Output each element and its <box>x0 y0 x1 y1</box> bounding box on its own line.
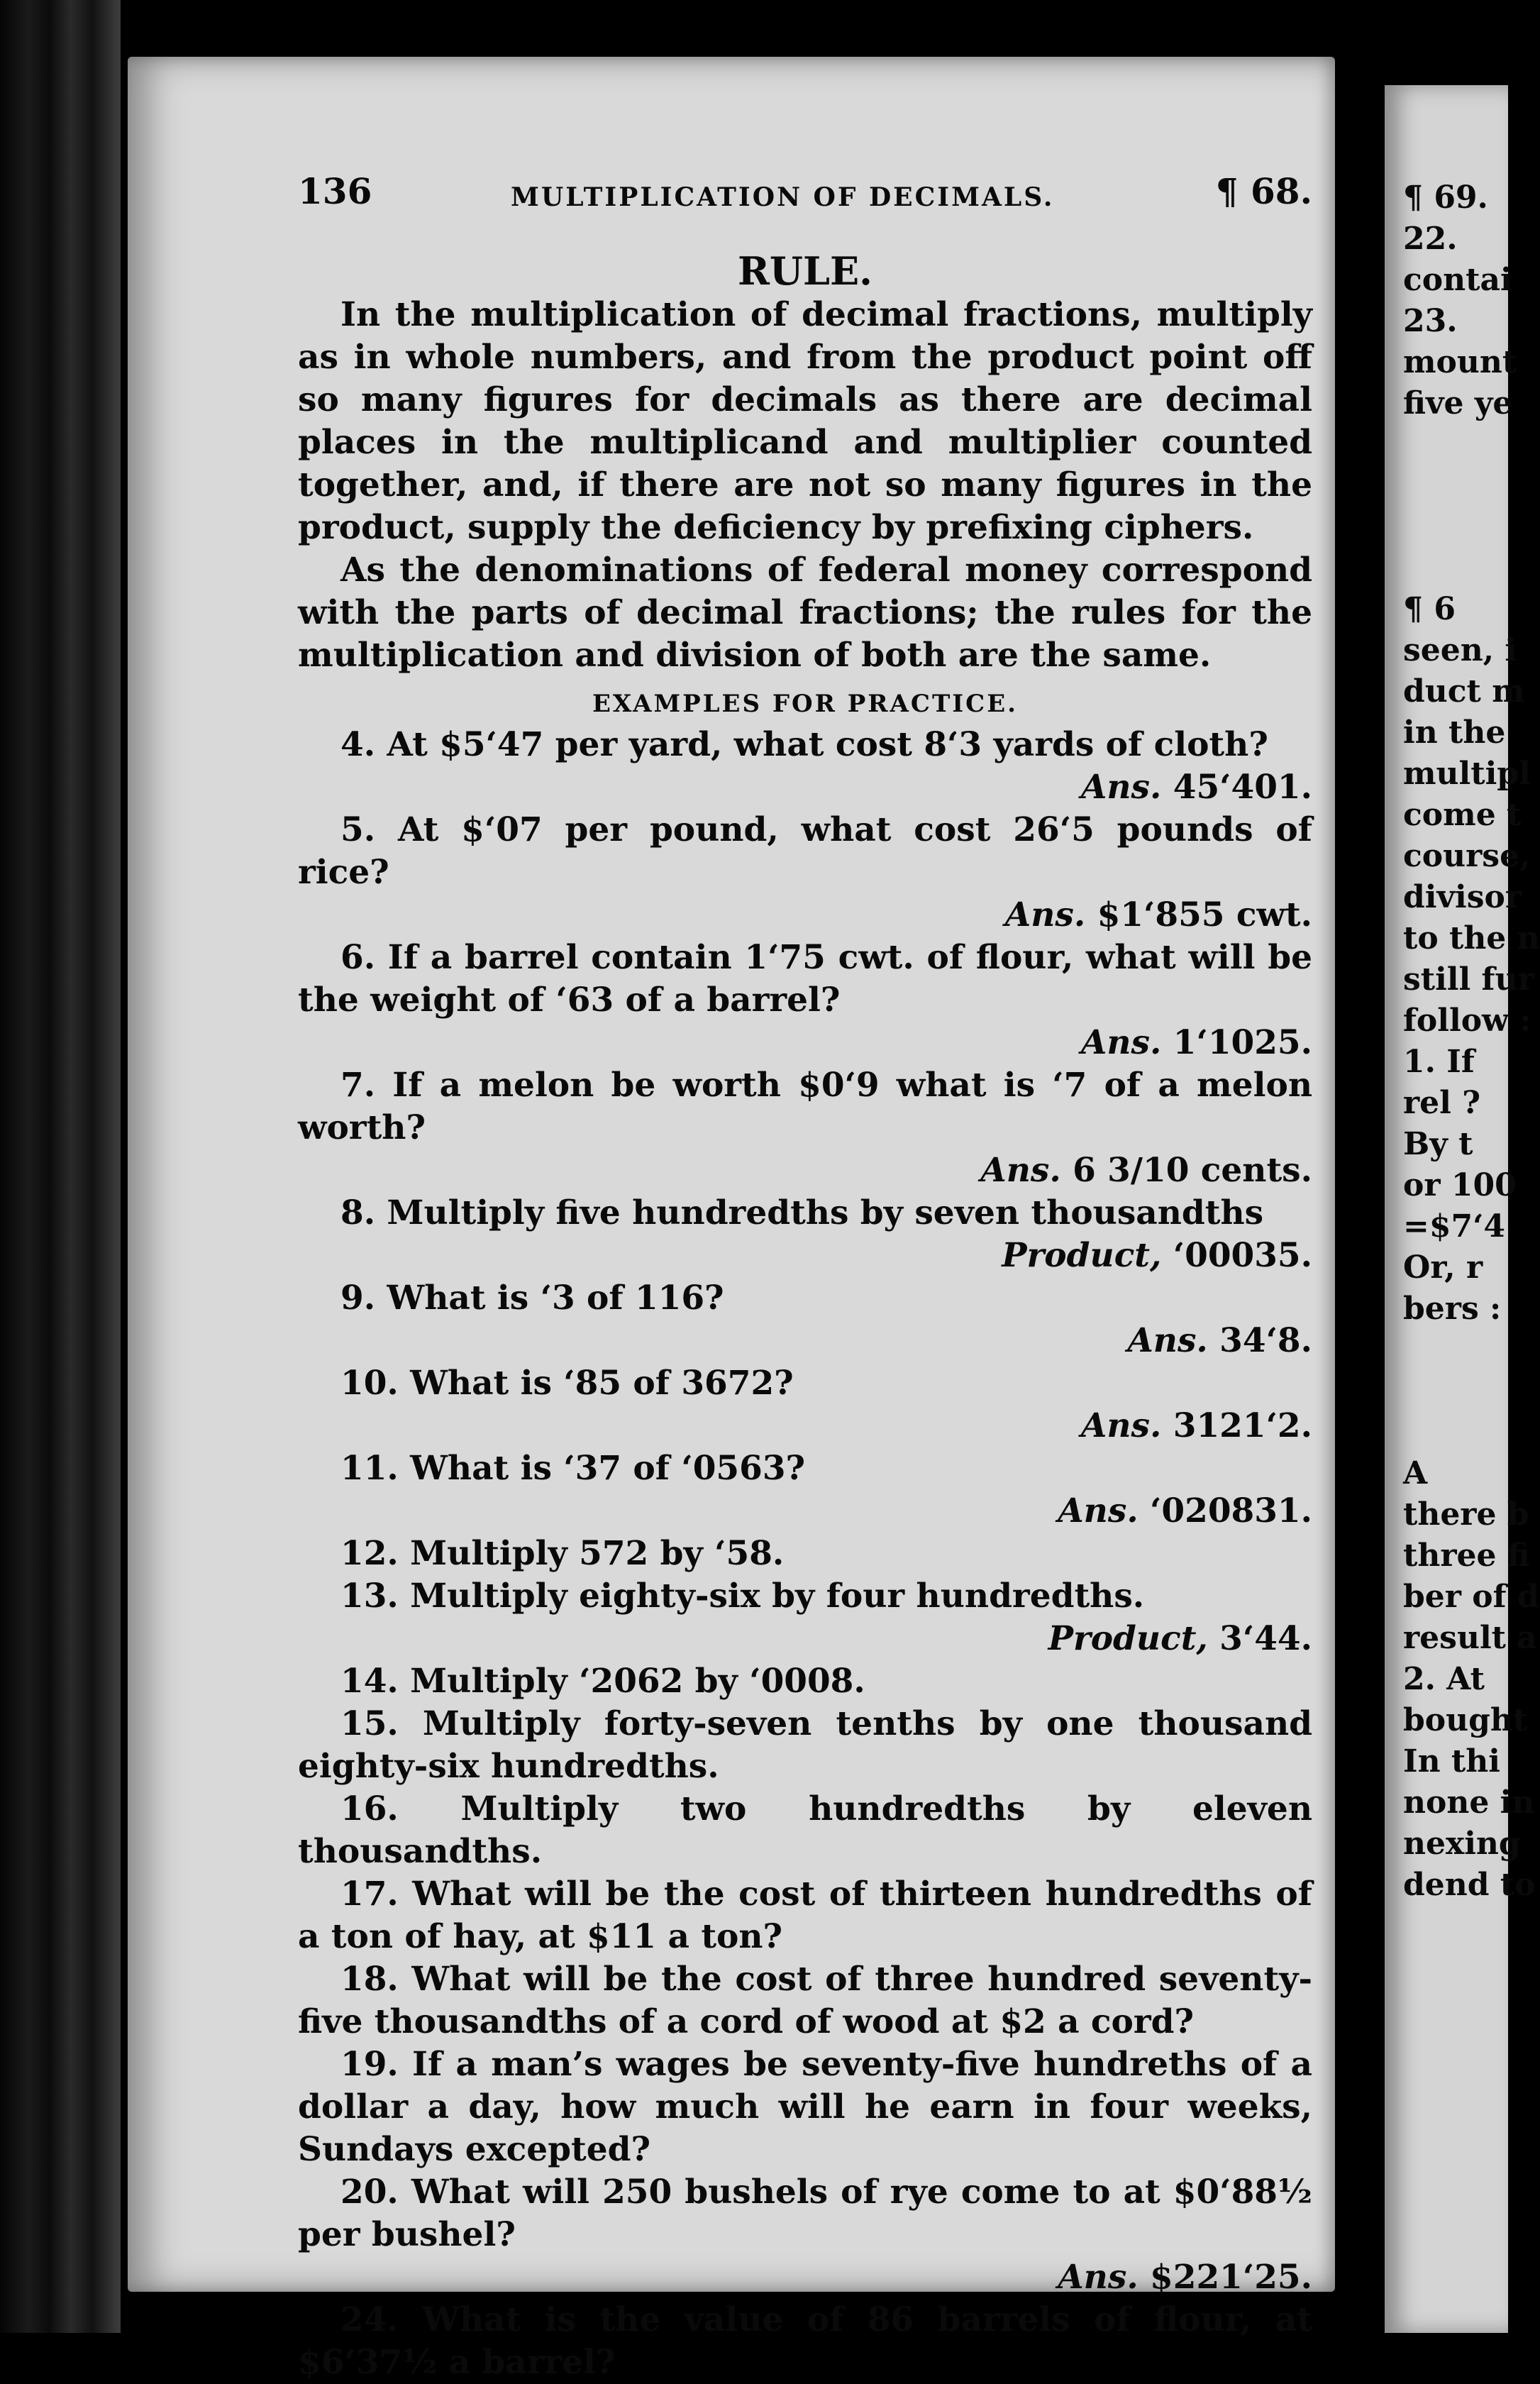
example-answer <box>298 1490 1312 1533</box>
answer-value: ‘020831. <box>1138 1491 1312 1530</box>
example-item: 20. What will 250 bushels of rye come to at $0‘88½ per bushel? <box>298 2173 1312 2254</box>
facing-page-line: contai <box>1403 262 1512 298</box>
example-item: 24. What is the value of 86 barrels of flour, at $6‘37½ a barrel? <box>298 2300 1312 2382</box>
example-answer <box>298 1022 1312 1064</box>
example-item: 10. What is ‘85 of 3672? <box>340 1364 794 1403</box>
facing-page-line: By t <box>1403 1126 1473 1162</box>
answer-label: Ans. <box>1058 1491 1139 1530</box>
example-item: 19. If a man’s wages be seventy-five hundreths of a dollar a day, how much will he earn in four weeks, Sundays excepted? <box>298 2045 1312 2169</box>
facing-page-line: nexing <box>1403 1826 1521 1862</box>
facing-page-line: to the n <box>1403 920 1540 956</box>
facing-page-line: 23. <box>1403 303 1458 339</box>
facing-page-line <box>1403 1371 1508 1412</box>
example-item: 5. At $‘07 per pound, what cost 26‘5 pounds of rice? <box>298 810 1312 892</box>
example-item: 16. Multiply two hundredths by eleven thousandths. <box>298 1789 1312 1871</box>
facing-page-line: In thi <box>1403 1743 1500 1779</box>
facing-page-line: rel ? <box>1403 1085 1480 1121</box>
example-item: 15. Multiply forty-seven tenths by one thousand eighty-six hundredths. <box>298 1704 1312 1786</box>
example-answer <box>298 1235 1312 1277</box>
example-answer <box>298 1149 1312 1192</box>
facing-page-line: 2. At <box>1403 1661 1485 1697</box>
page-gutter <box>1335 43 1385 2333</box>
facing-page-line: follow : <box>1403 1003 1531 1039</box>
federal-money-paragraph: As the denominations of federal money correspond with the parts of decimal fractions; the rules for the multiplication and division of both are the same. <box>298 551 1312 675</box>
facing-page-line: ber of d <box>1403 1579 1539 1615</box>
facing-page-line: seen, i <box>1403 632 1517 668</box>
answer-value: 6 3/10 cents. <box>1060 1151 1312 1190</box>
answer-label: Ans. <box>1080 1023 1162 1062</box>
facing-page-line: none in <box>1403 1784 1535 1821</box>
facing-page-line <box>1403 1330 1508 1371</box>
facing-page-line: multipl <box>1403 756 1531 792</box>
answer-value: 34‘8. <box>1207 1321 1312 1360</box>
facing-page-line <box>1403 424 1508 465</box>
facing-page-line: come t <box>1403 797 1522 833</box>
example-item: 12. Multiply 572 by ‘58. <box>340 1534 785 1573</box>
example-answer <box>298 2256 1312 2299</box>
answer-value: $221‘25. <box>1138 2258 1312 2297</box>
facing-page-line: bought <box>1403 1702 1528 1738</box>
facing-page-line: three fi <box>1403 1538 1530 1574</box>
example-item: 6. If a barrel contain 1‘75 cwt. of flour, what will be the weight of ‘63 of a barrel? <box>298 938 1312 1020</box>
example-item: 8. Multiply five hundredths by seven thousandths <box>340 1193 1264 1232</box>
answer-value: 1‘1025. <box>1161 1023 1312 1062</box>
answer-label: Product, <box>1048 1619 1208 1658</box>
facing-page-line: ¶ 6 <box>1403 591 1456 627</box>
facing-page-line: divisor <box>1403 879 1522 915</box>
example-answer <box>298 1320 1312 1362</box>
facing-page-line: duct m <box>1403 673 1525 710</box>
answer-label: Ans. <box>980 1151 1061 1190</box>
facing-page-line: five ye <box>1403 385 1513 421</box>
facing-page-line: A <box>1403 1455 1428 1491</box>
answer-value: 3121‘2. <box>1161 1406 1312 1445</box>
facing-page-line <box>1403 548 1508 589</box>
answer-label: Ans. <box>1058 2258 1139 2297</box>
example-item: 7. If a melon be worth $0‘9 what is ‘7 of a melon worth? <box>298 1066 1312 1147</box>
facing-page-line: Or, r <box>1403 1249 1483 1286</box>
example-item: 18. What will be the cost of three hundred seventy-five thousandths of a cord of wood at $2 a cord? <box>298 1960 1312 2041</box>
example-item: 4. At $5‘47 per yard, what cost 8‘3 yards of cloth? <box>340 725 1268 764</box>
facing-page-line: course, <box>1403 838 1531 874</box>
answer-value: $1‘855 cwt. <box>1085 895 1312 934</box>
facing-page-line <box>1403 465 1508 507</box>
example-item: 17. What will be the cost of thirteen hundredths of a ton of hay, at $11 a ton? <box>298 1875 1312 1956</box>
facing-page-line: there b <box>1403 1496 1529 1533</box>
example-item: 14. Multiply ‘2062 by ‘0008. <box>340 1662 865 1701</box>
page-content <box>298 170 1312 2384</box>
rule-paragraph: In the multiplication of decimal fractions, multiply as in whole numbers, and from the product point off so many figures for decimals as there are decimal places in the multiplicand and multiplier counted together, and, if there are not so many figures in the product, supply the deficiency by prefixing ciphers. <box>298 295 1312 547</box>
page-number: 136 <box>298 170 372 212</box>
answer-label: Ans. <box>1080 1406 1162 1445</box>
rule-heading: RULE. <box>738 248 873 294</box>
facing-page-line: =$7‘4 <box>1403 1208 1506 1245</box>
answer-label: Ans. <box>1004 895 1086 934</box>
example-answer <box>298 1618 1312 1660</box>
facing-page-line: 1. If <box>1403 1044 1475 1080</box>
example-item: 9. What is ‘3 of 116? <box>340 1279 724 1318</box>
example-answer <box>298 1405 1312 1447</box>
example-item: 11. What is ‘37 of ‘0563? <box>340 1449 806 1488</box>
example-answer <box>298 766 1312 809</box>
facing-page-line: in the <box>1403 714 1506 751</box>
example-item: 13. Multiply eighty-six by four hundredths. <box>340 1577 1145 1616</box>
facing-page-text <box>1403 177 1540 1906</box>
examples-heading: EXAMPLES FOR PRACTICE. <box>592 690 1018 718</box>
facing-page-line: dend to <box>1403 1867 1536 1903</box>
facing-page-line: result a <box>1403 1620 1537 1656</box>
answer-value: 3‘44. <box>1207 1619 1312 1658</box>
facing-page-line: ¶ 69. <box>1403 180 1488 216</box>
facing-page-line: mount <box>1403 344 1517 380</box>
book-binding <box>0 0 121 2333</box>
examples-list <box>298 724 1312 2384</box>
running-header <box>298 170 1312 220</box>
facing-page-line: bers : <box>1403 1291 1502 1327</box>
facing-page-line: still fur <box>1403 961 1534 998</box>
facing-page-line: or 100 <box>1403 1167 1517 1203</box>
facing-page-line: 22. <box>1403 221 1458 257</box>
facing-page-line <box>1403 507 1508 548</box>
running-title: MULTIPLICATION OF DECIMALS. <box>511 182 1055 212</box>
answer-value: 45‘401. <box>1161 768 1312 807</box>
answer-label: Product, <box>1002 1236 1162 1275</box>
answer-label: Ans. <box>1080 768 1162 807</box>
example-answer <box>298 894 1312 937</box>
answer-label: Ans. <box>1127 1321 1208 1360</box>
section-mark: ¶ 68. <box>1215 170 1312 212</box>
facing-page-line <box>1403 1412 1508 1453</box>
answer-value: ‘00035. <box>1161 1236 1312 1275</box>
